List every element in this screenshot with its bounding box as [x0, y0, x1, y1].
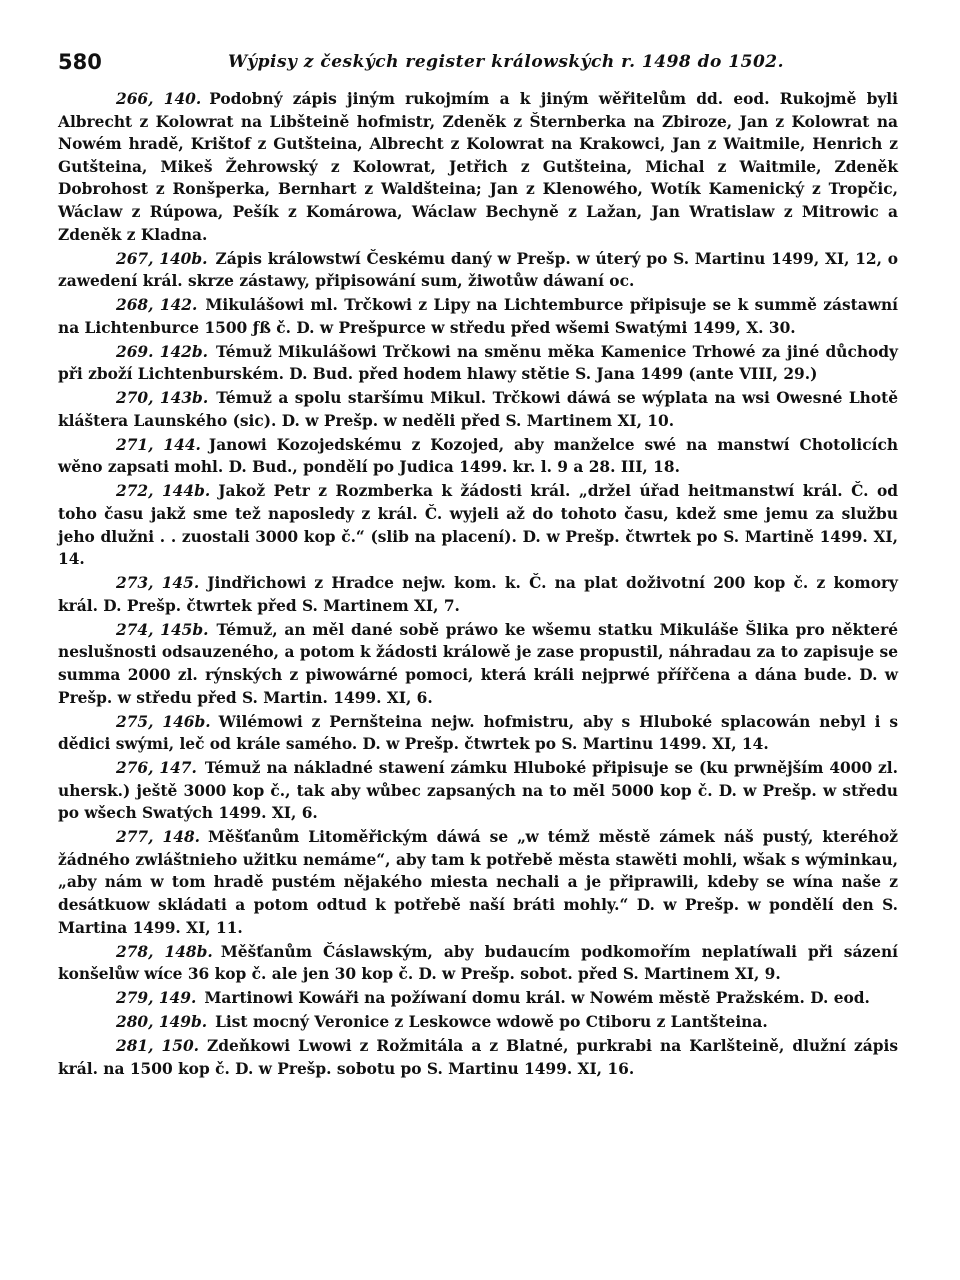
- entry-277: [58, 826, 898, 939]
- entry-280: [58, 1011, 898, 1034]
- entry-270: [58, 387, 898, 432]
- entry-text: Jindřichowi z Hradce nejw. kom. k. Č. na plat doživotní 200 kop č. z komory král. D. Prešp. čtwrtek před S. Martinem XI, 7.: [58, 574, 899, 615]
- entry-number: 271, 144.: [116, 435, 201, 454]
- entry-281: [58, 1035, 898, 1080]
- entry-268: [58, 294, 898, 339]
- entry-274: [58, 619, 898, 709]
- entry-267: [58, 248, 898, 293]
- entry-number: 270, 143b.: [116, 389, 209, 408]
- entry-text: Témuž na nákladné stawení zámku Hluboké připisuje se (ku prwnějším 4000 zl. uhersk.) ještě 3000 kop č., tak aby wůbec zapsaných na to měl 5000 kop č. D. w Prešp. w středu po wšech Swatých 1499. XI, 6.: [58, 759, 898, 823]
- entry-text: Témuž a spolu staršímu Mikul. Trčkowi dáwá se wýplata na wsi Owesné Lhotě kláštera Launského (sic). D. w Prešp. w neděli před S. Martinem XI, 10.: [58, 389, 898, 430]
- entry-276: [58, 757, 898, 825]
- entry-278: [58, 941, 898, 986]
- entry-number: 279, 149.: [116, 989, 197, 1008]
- entry-text: Wilémowi z Pernšteina nejw. hofmistru, aby s Hluboké splacowán nebyl i s dědici swými, leč od krále samého. D. w Prešp. čtwrtek po S. Martinu 1499. XI, 14.: [58, 712, 899, 754]
- entry-text: Jakož Petr z Rozmberka k žádosti král. „držel úřad heitmanstwí král. Č. od toho času jakž sme tež naposledy z král. Č. wyjeli až do tohoto času, kdež sme jemu za službu jeho dlužni . . zuostali 3000 kop č.“ (slib na placení). D. w Prešp. čtwrtek po S. Martině 1499. XI, 14.: [58, 482, 899, 569]
- entry-271: [58, 434, 898, 479]
- document-body: [58, 88, 898, 1080]
- entry-text: Podobný zápis jiným rukojmím a k jiným wěřitelům dd. eod. Rukojmě byli Albrecht z Kolowrat na Libšteině hofmistr, Zdeněk z Šternberka na Zbiroze, Jan z Kolowrat na Nowém hradě, Krištof z Gutšteina, Albrecht z Kolowrat na Krakowci, Jan z Waitmile, Henrich z Gutšteina, Mikeš Žehrowský z Kolowrat, Jetřich z Gutšteina, Michal z Waitmile, Zdeněk Dobrohost z Ronšperka, Bernhart z Waldšteina; Jan z Klenowého, Wotík Kamenický z Tropčic, Wáclaw z Rúpowa, Pešík z Komárowa, Wáclaw Bechyně z Lažan, Jan Wratislaw z Mitrowic a Zdeněk z Kladna.: [58, 90, 899, 244]
- entry-number: 274, 145b.: [116, 620, 209, 639]
- entry-269: [58, 341, 898, 386]
- entry-number: 268, 142.: [116, 296, 198, 315]
- entry-275: [58, 711, 898, 756]
- entry-text: Martinowi Kowáři na požíwaní domu král. w Nowém městě Pražském. D. eod.: [204, 989, 870, 1008]
- entry-number: 276, 147.: [116, 759, 197, 778]
- entry-number: 269. 142b.: [116, 342, 209, 361]
- entry-number: 275, 146b.: [116, 712, 211, 731]
- entry-text: Zápis králowstwí Českému daný w Prešp. w úterý po S. Martinu 1499, XI, 12, o zawedení král. skrze zástawy, připisowání sum, žiwotůw dáwaní oc.: [58, 249, 898, 291]
- entry-text: Měšťanům Litoměřickým dáwá se „w témž městě zámek náš pustý, kteréhož žádného zwláštnieho užitku nemáme“, aby tam k potřebě města stawěti mohli, wšak s wýminkau, „aby nám w tom hradě pustém nějakého miesta nechali a je připrawili, kdeby se wína naše z desátkuow skládati a potom odtud k potřebě naší bráti mohly.“ D. w Prešp. w pondělí den S. Martina 1499. XI, 11.: [58, 828, 899, 937]
- entry-number: 273, 145.: [116, 574, 200, 593]
- entry-text: Témuž Mikulášowi Trčkowi na směnu měka Kamenice Trhowé za jiné důchody při zboží Lichtenburském. D. Bud. před hodem hlawy stětie S. Jana 1499 (ante VIII, 29.): [58, 342, 899, 384]
- page-header: [58, 44, 898, 78]
- entry-number: 266, 140.: [116, 90, 202, 108]
- running-title: Wýpisy z českých register králowských r. 1498 do 1502.: [228, 52, 785, 72]
- entry-text: Témuž, an měl dané sobě práwo ke wšemu statku Mikuláše Šlika pro některé neslušnosti odsauzeného, a potom k žádosti králowě je zase propustil, náhradau za to zapisuje se summa 2000 zl. rýnských z piwowárné pomoci, která králi nejprwé přířčena a dána bude. D. w Prešp. w středu před S. Martin. 1499. XI, 6.: [58, 620, 898, 707]
- entry-number: 267, 140b.: [116, 249, 208, 268]
- entry-273: [58, 572, 898, 617]
- entry-text: Měšťanům Čáslawským, aby budaucím podkomořím neplatíwali při sázení konšelůw wíce 36 kop č. ale jen 30 kop č. D. w Prešp. sobot. před S. Martinem XI, 9.: [58, 942, 898, 984]
- entry-number: 277, 148.: [116, 828, 201, 847]
- entry-text: Mikulášowi ml. Trčkowi z Lipy na Lichtemburce připisuje se k summě zástawní na Lichtenburce 1500 ƒß č. D. w Prešpurce w středu před wšemi Swatými 1499, X. 30.: [58, 296, 898, 337]
- entry-272: [58, 480, 898, 570]
- entry-279: [58, 987, 898, 1010]
- entry-266: [58, 88, 898, 246]
- entry-number: 280, 149b.: [116, 1013, 208, 1032]
- page-number: 580: [58, 50, 102, 74]
- entry-text: Zdeňkowi Lwowi z Rožmitála a z Blatné, purkrabi na Karlšteině, dlužní zápis král. na 1500 kop č. D. w Prešp. sobotu po S. Martinu 1499. XI, 16.: [58, 1037, 899, 1078]
- entry-number: 278, 148b.: [116, 942, 213, 961]
- entry-text: List mocný Veronice z Leskowce wdowě po Ctiboru z Lantšteina.: [215, 1013, 768, 1032]
- entry-number: 272, 144b.: [116, 482, 211, 501]
- entry-text: Janowi Kozojedskému z Kozojed, aby manželce swé na manstwí Chotolicích wěno zapsati mohl. D. Bud., pondělí po Judica 1499. kr. l. 9 a 28. III, 18.: [58, 435, 899, 477]
- entry-number: 281, 150.: [116, 1037, 200, 1056]
- document-page: [58, 44, 898, 1082]
